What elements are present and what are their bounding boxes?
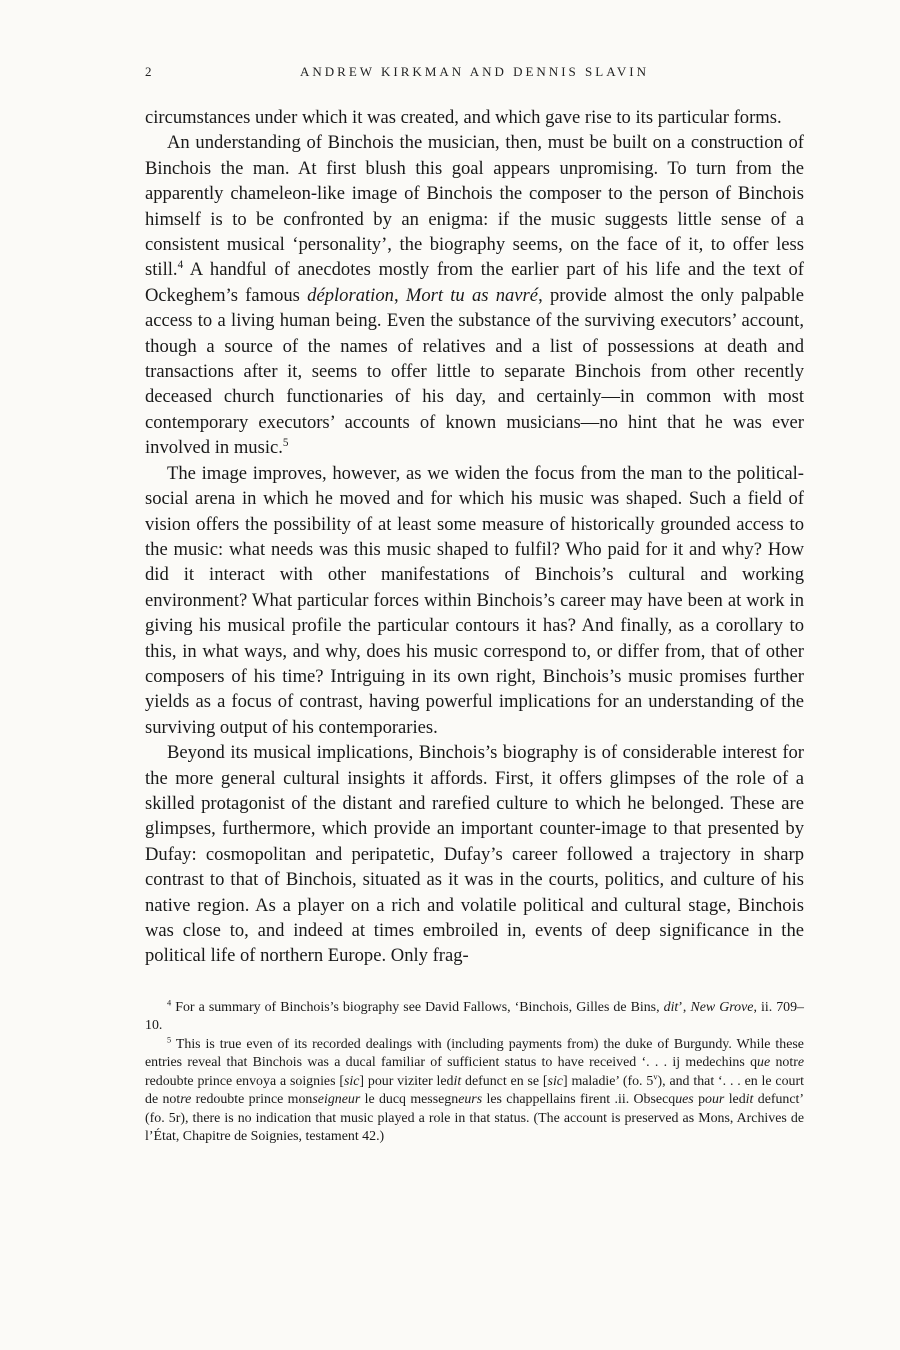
- italic-text-run: sic: [547, 1073, 563, 1089]
- text-run: ), and that ‘. . . en le court de not: [145, 1073, 804, 1108]
- text-run: redoubte prince envoya a soignies [: [145, 1073, 344, 1089]
- italic-text-run: ue: [757, 1055, 771, 1071]
- italic-text-run: sic: [343, 1073, 360, 1089]
- footnote-marker: v: [653, 1072, 658, 1082]
- footnote-marker: 5: [282, 437, 289, 450]
- page-header: [145, 64, 804, 82]
- italic-text-run: seigneur: [312, 1092, 361, 1108]
- text-run: ] pour viziter led: [359, 1073, 454, 1089]
- text-run: ,: [393, 284, 406, 306]
- italic-text-run: New Grove: [690, 999, 754, 1015]
- paragraph: [145, 130, 804, 460]
- text-run: A handful of anecdotes mostly from the earlier part of his life and the text of Ockeghem’s famous: [145, 259, 804, 306]
- text-run: This is true even of its recorded dealings with (including payments from) the duke of Burgundy. While these entries reveal that Binchois was a ducal familiar of sufficient status to have received ‘. . . ij medechins q: [145, 1036, 804, 1071]
- text-run: For a summary of Binchois’s biography see David Fallows, ‘Binchois, Gilles de Bins,: [175, 999, 664, 1015]
- footnotes: [145, 999, 804, 1147]
- text-run: le ducq messegn: [360, 1092, 459, 1108]
- paragraph: [145, 740, 804, 969]
- italic-text-run: ues: [675, 1092, 694, 1108]
- paragraph: [145, 105, 804, 130]
- text-run: Beyond its musical implications, Binchois’s biography is of considerable interest for the more general cultural insights it affords. First, it offers glimpses of the role of a skilled protagonist of the distant and rarefied culture to which he belonged. These are glimpses, furthermore, which provide an important counter-image to that presented by Dufay: cosmopolitan and peripatetic, Dufay’s career followed a trajectory in sharp contrast to that of Binchois, situated as it was in the courts, politics, and culture of his native region. As a player on a rich and volatile political and cultural stage, Binchois was close to, and indeed at times embroiled in, events of deep significance in the political life of northern Europe. Only frag-: [145, 742, 804, 967]
- text-run: defunct’ (fo. 5r), there is no indication that music played a role in that status. (The account is preserved as Mons, Archives de l’État, Chapitre de Soignies, testament 42.): [145, 1092, 805, 1145]
- text-run: redoubte prince mon: [191, 1092, 313, 1108]
- running-header: ANDREW KIRKMAN AND DENNIS SLAVIN: [299, 64, 650, 79]
- text-run: led: [724, 1092, 746, 1108]
- italic-text-run: eurs: [458, 1092, 483, 1108]
- paragraph: [145, 461, 804, 740]
- text-run: p: [693, 1092, 706, 1108]
- italic-text-run: Mort tu as navré: [405, 284, 539, 306]
- text-run: ’,: [678, 999, 691, 1015]
- text-run: defunct en se [: [461, 1073, 548, 1089]
- italic-text-run: re: [180, 1092, 192, 1108]
- italic-text-run: it: [453, 1073, 462, 1089]
- italic-text-run: déploration: [307, 284, 394, 306]
- text-run: notr: [770, 1055, 798, 1071]
- italic-text-run: e: [797, 1055, 804, 1071]
- page-number: 2: [145, 64, 152, 79]
- footnote-marker: 4: [177, 259, 184, 272]
- footnote: [145, 999, 804, 1036]
- text-run: ] maladie’ (fo. 5: [562, 1073, 654, 1089]
- footnote: [145, 1036, 804, 1147]
- body-text: [145, 105, 804, 969]
- text-run: An understanding of Binchois the musician, then, must be built on a construction of Binchois the man. At first blush this goal appears unpromising. To turn from the apparently chameleon-like image of Binchois the composer to the person of Binchois himself is to be confronted by an enigma: if the music suggests little sense of a consistent musical ‘personality’, the biography seems, on the face of it, to offer less still.: [145, 132, 804, 281]
- text-run: , ii. 709–10.: [145, 999, 805, 1034]
- text-run: circumstances under which it was created, and which gave rise to its particular forms.: [145, 107, 782, 128]
- text-run: The image improves, however, as we widen the focus from the man to the political-social arena in which he moved and for which his music was shaped. Such a field of vision offers the possibility of at least some measure of historically grounded access to the music: what needs was this music shaped to fulfil? Who paid for it and why? How did it interact with other manifestations of Binchois’s cultural and working environment? What particular forces within Binchois’s career may have been at work in giving his musical profile the particular contours it has? And finally, as a corollary to this, in what ways, and why, does his music correspond to, or differ from, that of other composers of his time? Intriguing in its own right, Binchois’s music promises further yields as a focus of contrast, having powerful implications for an understanding of the surviving output of his contemporaries.: [145, 462, 804, 738]
- text-run: , provide almost the only palpable access to a living human being. Even the substance of the surviving executors’ account, though a source of the names of relatives and a list of possessions at death and transactions after it, seems to offer little to separate Binchois from other recently deceased church functionaries of his day, and certainly—in common with most contemporary executors’ accounts of known musicians—no hint that he was ever involved in music.: [145, 284, 805, 459]
- footnote-number: 4: [167, 998, 172, 1008]
- italic-text-run: our: [705, 1092, 725, 1108]
- text-run: les chappellains firent .ii. Obsecq: [482, 1092, 676, 1108]
- footnote-number: 5: [167, 1035, 172, 1045]
- italic-text-run: dit: [663, 999, 679, 1015]
- italic-text-run: it: [745, 1092, 754, 1108]
